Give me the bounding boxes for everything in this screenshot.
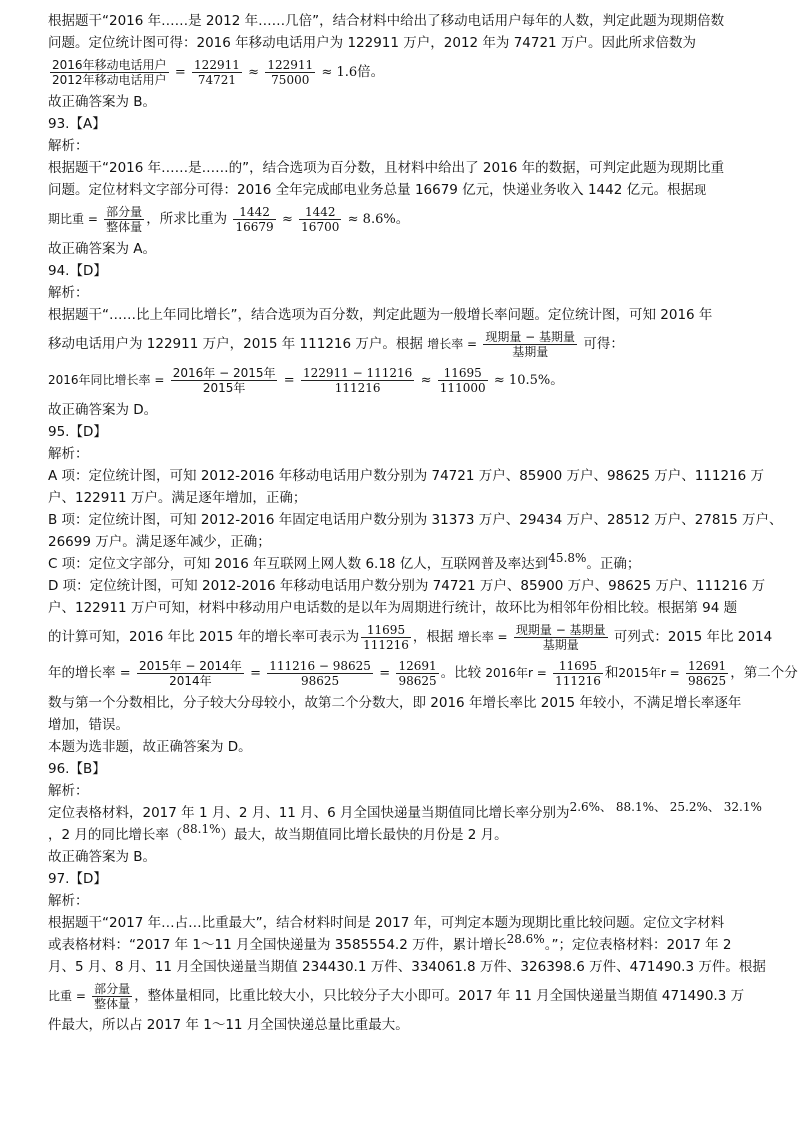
q93-text-line-1: 根据题干“2016 年……是……的”，结合选项为百分数，且材料中给出了 2016 年的数据，可判定此题为现期比重 [48, 160, 725, 176]
q95-option-d-line-2: 户、122911 万户可知，材料中移动用户电话数的是以年为周期进行统计，故环比为相邻年份相比较。根据第 94 题 [48, 600, 738, 616]
q92-formula: $\frac{\text{2016年移动电话用户}}{\text{2012年移动电话用户}}$ = $\frac{122911}{74721}$ ≈ $\frac{122911}{75000}$ ≈ 1.6倍。 [52, 57, 385, 87]
q96-analysis-label: 解析： [48, 783, 89, 799]
q95-header: 95.【D】 [48, 424, 107, 440]
q96-header: 96.【B】 [48, 761, 106, 777]
q95-frac-years: $\frac{\text{2015年 − 2014年}}{\text{2014年}}$ [139, 658, 242, 688]
q95-option-d-line-3: 的计算可知，2016 年比 2015 年的增长率可表示为 $\frac{11695}{111216}$ ，根据 增长率 = $\frac{\text{现期量 − 基期量}}{\text{基期量}}$ 可列式：2015 年比 2014 [48, 622, 773, 652]
q97-analysis-label: 解析： [48, 893, 89, 909]
q95-frac-2016-rate: $\frac{11695}{111216}$ [363, 622, 409, 652]
q96-text-line-2: ，2 月的同比增长率（88.1%）最大，故当期值同比增长最快的月份是 2 月。 [48, 822, 508, 843]
q93-analysis-label: 解析： [48, 138, 89, 154]
q94-formula: 2016年同比增长率 = $\frac{\text{2016年 − 2015年}}{\text{2015年}}$ = $\frac{122911 - 111216}{111216}$ ≈ $\frac{11695}{111000}$ ≈ 10.5%。 [48, 365, 564, 395]
q94-frac-growth-def: $\frac{\text{现期量 − 基期量}}{\text{基期量}}$ [485, 329, 576, 359]
q95-option-d-line-4: 年的增长率 = $\frac{\text{2015年 − 2014年}}{\text{2014年}}$ = $\frac{111216 - 98625}{98625}$ = $\frac{12691}{98625}$ 。比较 2016年r = $\frac{11695}{111216}$ 和2015年r = $\frac{12691}{98625}$ ，第二个分 [48, 658, 798, 688]
q95-frac-2015-rate: $\frac{12691}{98625}$ [398, 658, 437, 688]
q96-answer: 故正确答案为 B。 [48, 849, 157, 865]
q92-answer: 故正确答案为 B。 [48, 94, 157, 110]
q97-text-line-2: 或表格材料：“2017 年 1～11 月全国快递量为 3585554.2 万件，累计增长28.6%。”；定位表格材料：2017 年 2 [48, 932, 732, 953]
q93-text-line-2: 问题。定位材料文字部分可得：2016 全年完成邮电业务总量 16679 亿元，快递业务收入 1442 亿元。根据现 [48, 182, 707, 198]
q94-frac-values: $\frac{122911 - 111216}{111216}$ [302, 365, 413, 395]
q97-text-line-5: 件最大，所以占 2017 年 1～11 月全国快递总量比重最大。 [48, 1017, 409, 1033]
q95-option-b-line-2: 26699 万户。满足逐年减少，正确； [48, 534, 271, 550]
q93-formula: 期比重 = $\frac{\text{部分量}}{\text{整体量}}$ ，所求比重为 $\frac{1442}{16679}$ ≈ $\frac{1442}{16700}$ ≈ 8.6%。 [48, 204, 410, 234]
q95-frac-r2016: $\frac{11695}{111216}$ [555, 658, 601, 688]
q92-text-line-2: 问题。定位统计图可得：2016 年移动电话用户为 122911 万户，2012 年为 74721 万户。因此所求倍数为 [48, 35, 696, 51]
q94-header: 94.【D】 [48, 263, 107, 279]
q95-option-d-line-1: D 项：定位统计图，可知 2012-2016 年移动电话用户数分别为 74721 万户、85900 万户、98625 万户、111216 万 [48, 578, 766, 594]
q94-frac-approx: $\frac{11695}{111000}$ [439, 365, 486, 395]
q95-option-b-line-1: B 项：定位统计图，可知 2012-2016 年固定电话用户数分别为 31373 万户、29434 万户、28512 万户、27815 万户、 [48, 512, 783, 528]
q97-text-line-3: 月、5 月、8 月、11 月全国快递量当期值 234430.1 万件、334061.8 万件、326398.6 万件、471490.3 万件。根据 [48, 959, 766, 975]
q94-analysis-label: 解析： [48, 285, 89, 301]
q95-frac-growth-def: $\frac{\text{现期量 − 基期量}}{\text{基期量}}$ [515, 622, 606, 652]
q93-frac-2: $\frac{1442}{16700}$ [301, 204, 340, 234]
q94-text-line-1: 根据题干“……比上年同比增长”，结合选项为百分数，判定此题为一般增长率问题。定位统计图，可知 2016 年 [48, 307, 713, 323]
q97-text-line-4: 比重 = $\frac{\text{部分量}}{\text{整体量}}$ ，整体量相同，比重比较大小，只比较分子大小即可。2017 年 11 月全国快递量当期值 471490.3 万 [48, 981, 745, 1011]
q96-text-line-1: 定位表格材料，2017 年 1 月、2 月、11 月、6 月全国快递量当期值同比增长率分别为2.6%、 88.1%、 25.2%、 32.1% [48, 800, 762, 821]
q94-answer: 故正确答案为 D。 [48, 402, 158, 418]
q95-summary: 本题为选非题，故正确答案为 D。 [48, 739, 252, 755]
q95-frac-r2015: $\frac{12691}{98625}$ [688, 658, 727, 688]
q94-frac-years: $\frac{\text{2016年 − 2015年}}{\text{2015年}}$ [172, 365, 276, 395]
q97-header: 97.【D】 [48, 871, 107, 887]
q95-frac-values: $\frac{111216 - 98625}{98625}$ [269, 658, 371, 688]
q95-analysis-label: 解析： [48, 446, 89, 462]
q95-option-a-line-1: A 项：定位统计图，可知 2012-2016 年移动电话用户数分别为 74721 万户、85900 万户、98625 万户、111216 万 [48, 468, 765, 484]
q97-frac-ratio-def: $\frac{\text{部分量}}{\text{整体量}}$ [94, 981, 131, 1011]
q95-option-d-line-6: 增加，错误。 [48, 717, 129, 733]
q93-frac-1: $\frac{1442}{16679}$ [235, 204, 274, 234]
q95-option-d-line-5: 数与第一个分数相比，分子较大分母较小，故第二个分数大，即 2016 年增长率比 2015 年较小，不满足增长率逐年 [48, 695, 742, 711]
q94-text-line-2: 移动电话用户为 122911 万户，2015 年 111216 万户。根据 增长率 = $\frac{\text{现期量 − 基期量}}{\text{基期量}}$ 可得： [48, 329, 624, 359]
q93-answer: 故正确答案为 A。 [48, 241, 157, 257]
document-page [48, 10, 798, 1036]
q95-option-c: C 项：定位文字部分，可知 2016 年互联网上网人数 6.18 亿人，互联网普及率达到45.8%。正确； [48, 551, 641, 572]
q93-header: 93.【A】 [48, 116, 106, 132]
q92-frac-approx: $\frac{122911}{75000}$ [267, 57, 314, 87]
q97-text-line-1: 根据题干“2017 年…占…比重最大”，结合材料时间是 2017 年，可判定本题为现期比重比较问题。定位文字材料 [48, 915, 725, 931]
q92-text-line-1: 根据题干“2016 年……是 2012 年……几倍”，结合材料中给出了移动电话用户每年的人数，判定此题为现期倍数 [48, 13, 725, 29]
q93-frac-ratio-def: $\frac{\text{部分量}}{\text{整体量}}$ [106, 204, 143, 234]
q92-frac-users: $\frac{\text{2016年移动电话用户}}{\text{2012年移动电话用户}}$ [52, 57, 167, 87]
q95-option-a-line-2: 户、122911 万户。满足逐年增加，正确； [48, 490, 307, 506]
q92-frac-values: $\frac{122911}{74721}$ [194, 57, 240, 87]
